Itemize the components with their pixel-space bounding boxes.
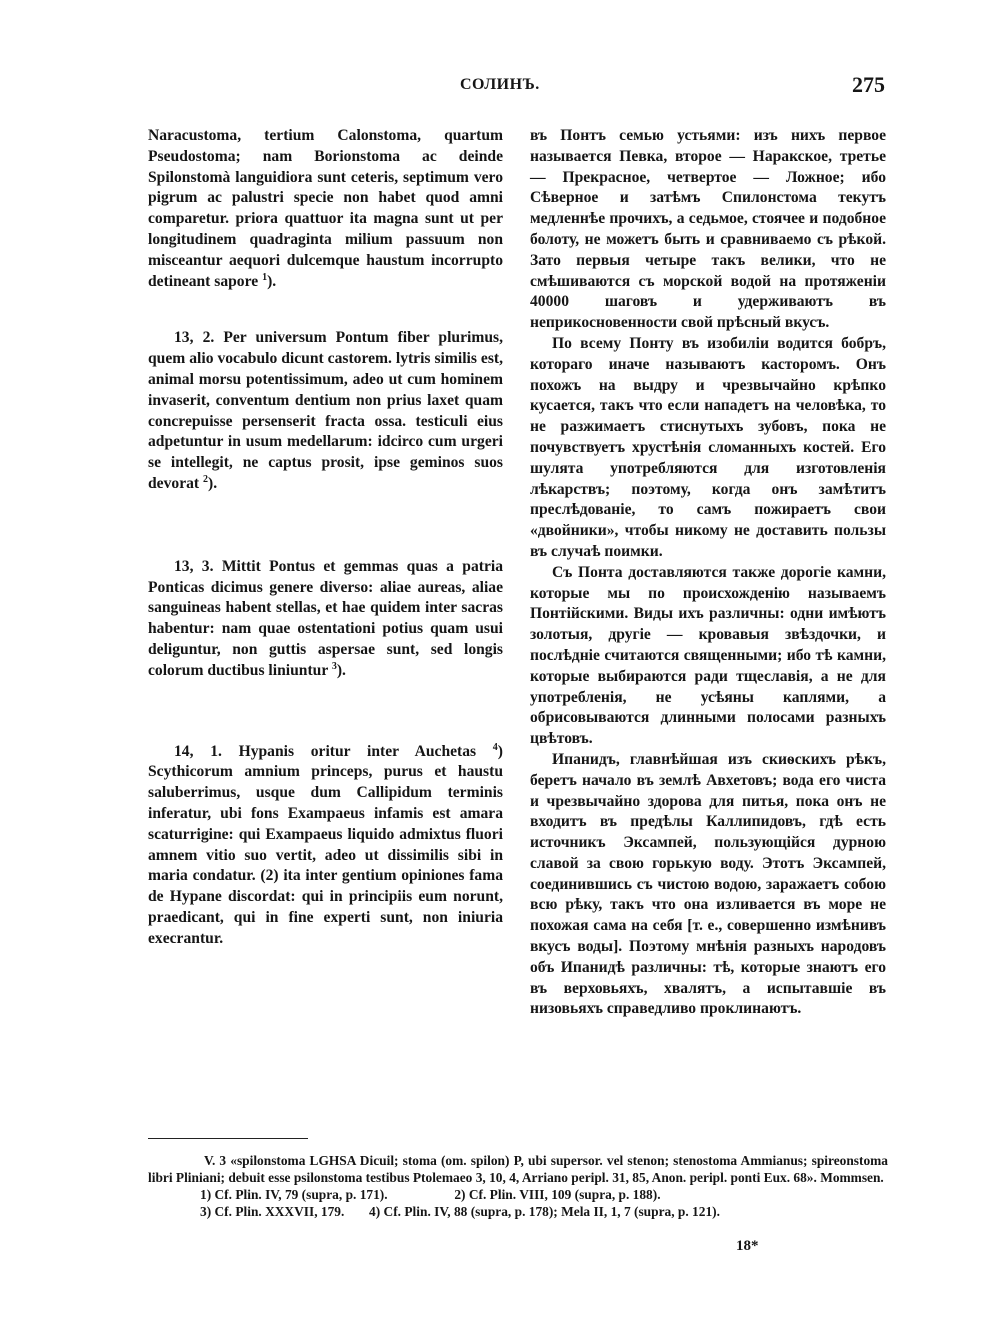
critical-apparatus: V. 3 «spilonstoma LGHSA Dicuil; stoma (om. spilon) P, ubi supersor. vel stenon; stenostoma Ammianus; spireonstoma libri Pliniani; debuit esse psilonstoma testibus Ptolemaeo 3, 10, 4, Arriano peripl. 31, 85, Anon. peripl. ponti Eux. 68». Mommsen. — [148, 1153, 888, 1185]
footnote-1: 1) Cf. Plin. IV, 79 (supra, p. 171). — [200, 1187, 388, 1202]
footnote-3: 3) Cf. Plin. XXXVII, 179. — [200, 1204, 345, 1219]
latin-paragraph-14-1: 14, 1. Hypanis oritur inter Auchetas $^4$) Scythicorum amnium princeps, purus et haustu saluberrimus, usque dum Callipidum terminis inferatur, ubi fons Exampaeus infamis est amara scaturrigine: qui Exampaeus liquido admixtus fluori amnem vitio suo vertit, adeo ut dissimilis sibi in maria condatur. (2) ita inter gentium opiniones fama de Hypane discordat: qui in principiis eum norunt, praedicant, qui in fine experti sunt, non iniuria execrantur. — [148, 741, 503, 947]
footnote-rule — [148, 1138, 308, 1139]
latin-paragraph-13-3: 13, 3. Mittit Pontus et gemmas quas a patria Ponticas dicimus genere diverso: aliae aureas, aliae sanguineas habent stellas, et hae quidem inter sacras habentur: nam quae ostentationi potius quam usui deliguntur, non guttis aspersae sunt, sed longis colorum ductibus liniuntur $^3$). — [148, 557, 503, 679]
footnote-ref-4[interactable]: 4 — [492, 741, 498, 753]
footnote-row-2 — [148, 1203, 888, 1220]
footnote-row-1 — [148, 1186, 888, 1203]
footnotes — [148, 1152, 888, 1220]
latin-column — [148, 126, 503, 950]
footnote-ref-3[interactable]: 3 — [331, 660, 337, 672]
footnote-ref-2[interactable]: 2 — [203, 473, 209, 485]
latin-paragraph-13-2: 13, 2. Per universum Pontum fiber plurimus, quem alio vocabulo dicunt castorem. lytris similis est, animal morsu potentissimum, adeo ut cum hominem invaserit, conventum dentium non prius laxet quam concrepuisse persenserit fracta ossa. testiculi eius adpetuntur in usum medellarum: idcirco cum urgeri se intellegit, ne captus prosit, ipse geminos suos devorat $^2$). — [148, 329, 503, 492]
signature-mark: 18* — [736, 1238, 759, 1254]
page-number: 275 — [852, 72, 885, 97]
page-header — [145, 74, 885, 104]
russian-column — [530, 126, 886, 1020]
russian-paragraph-2: По всему Понту въ изобиліи водится бобръ, котораго иначе называютъ касторомъ. Онъ похожъ на выдру и чрезвычайно крѣпко кусается, такъ что если нападетъ на человѣка, то не разжимаетъ стиснутыхъ зубовъ, пока не почувствуетъ хрустѣнія сломанныхъ костей. Его шулята употребляются для изготовленія лѣкарствъ; поэтому, когда онъ замѣтитъ преслѣдованіе, то самъ пожираетъ свои «двойники», чтобы никому не доставить пользы въ случаѣ поимки. — [530, 334, 886, 560]
latin-paragraph-1: Naracustoma, tertium Calonstoma, quartum Pseudostoma; nam Borionstoma ac deinde Spilonstomà languidiora sunt ceteris, septimum vero pigrum ac palustri specie non habet quod amni comparetur. priora quattuor ita magna sunt ut per longitudinem quadraginta milium passuum non misceantur aequori dulcemque haustum incorrupto detineant sapore $^1$). — [148, 127, 503, 290]
russian-paragraph-3: Съ Понта доставляются также дорогіе камни, которые мы по происхожденію называемъ Понтійскими. Виды ихъ различны: одни имѣютъ золотыя, другіе — кровавыя звѣздочки, и послѣдніе считаются священными; ибо тѣ камни, которые выбираются ради тщеславія, а не для употребленія, не усѣяны каплями, а обрисовываются длинными полосами разныхъ цвѣтовъ. — [530, 563, 886, 748]
footnote-2: 2) Cf. Plin. VIII, 109 (supra, p. 188). — [454, 1187, 661, 1202]
russian-paragraph-4: Ипанидъ, главнѣйшая изъ скиѳскихъ рѣкъ, беретъ начало въ землѣ Авхетовъ; вода его чиста и чрезвычайно здорова для питья, пока онъ не входитъ въ предѣлы Каллипидовъ, гдѣ есть источникъ Эксампей, пользующійся дурною славой за свою горькую воду. Этотъ Эксампей, соединившись съ чистою водою, заражаетъ собою всю рѣку, такъ что она изливается въ море не похожая сама на себя [т. е., совершенно измѣнивъ вкусъ воды]. Поэтому мнѣнія разныхъ народовъ объ Ипанидѣ различны: тѣ, которые знаютъ его въ верховьяхъ, хвалятъ, а испытавшіе въ низовьяхъ справедливо проклинаютъ. — [530, 750, 886, 1018]
footnote-ref-1[interactable]: 1 — [262, 271, 268, 283]
footnote-4: 4) Cf. Plin. IV, 88 (supra, p. 178); Mela II, 1, 7 (supra, p. 121). — [369, 1204, 720, 1219]
running-title: СОЛИНЪ. — [460, 76, 540, 93]
russian-paragraph-1: въ Понтъ семью устьями: изъ нихъ первое называется Певка, второе — Наракское, третье — Прекрасное, четвертое — Ложное; ибо Сѣверное и затѣмъ Спилонстома текутъ медленнѣе прочихъ, а седьмое, стоячее и подобное болоту, не можетъ быть и сравниваемо съ рѣкой. Зато первыя четыре такъ велики, что не смѣшиваются съ морской водой на протяженіи 40000 шаговъ и удерживаютъ въ неприкосновенности свой прѣсный вкусъ. — [530, 127, 886, 332]
